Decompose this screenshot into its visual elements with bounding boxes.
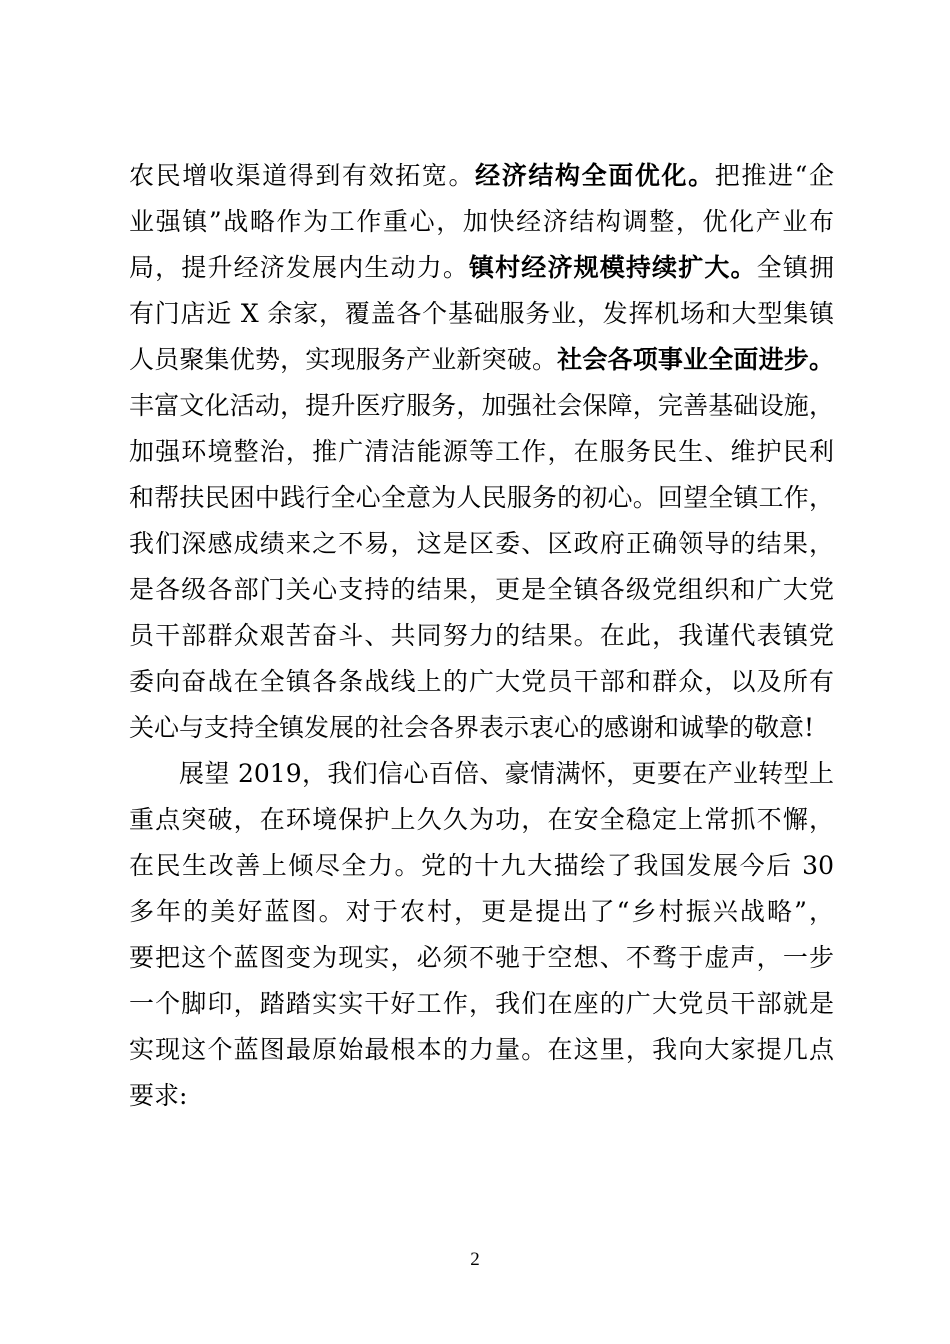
text-run: 局，提升经济发展内生动力。 xyxy=(129,253,469,282)
text-run: 和帮扶民困中践行全心全意为人民服务的初心。回望全镇工作， xyxy=(129,483,834,512)
text-run: 丰富文化活动，提升医疗服务，加强社会保障，完善基础设施， xyxy=(129,391,834,420)
text-line xyxy=(129,521,834,567)
text-line xyxy=(129,429,834,475)
text-line xyxy=(129,291,834,337)
text-line xyxy=(129,889,834,935)
bold-heading-text: 社会各项事业全面进步。 xyxy=(557,345,834,374)
text-line xyxy=(129,245,834,291)
text-line xyxy=(129,153,834,199)
text-run: 把推进“企 xyxy=(714,161,834,190)
page-number: 2 xyxy=(470,1249,480,1270)
text-run: 委向奋战在全镇各条战线上的广大党员干部和群众，以及所有 xyxy=(129,667,834,696)
text-run: 人员聚集优势，实现服务产业新突破。 xyxy=(129,345,558,374)
text-line xyxy=(129,935,834,981)
text-run: 在民生改善上倾尽全力。党的十九大描绘了我国发展今后 30 xyxy=(129,851,834,880)
text-run: 实现这个蓝图最原始最根本的力量。在这里，我向大家提几点 xyxy=(129,1035,834,1064)
text-line xyxy=(129,659,834,705)
text-run: 业强镇”战略作为工作重心，加快经济结构调整，优化产业布 xyxy=(129,207,834,236)
text-line xyxy=(129,383,834,429)
text-line xyxy=(129,797,834,843)
text-run: 要把这个蓝图变为现实，必须不驰于空想、不骛于虚声，一步 xyxy=(129,943,834,972)
text-line xyxy=(129,1027,834,1073)
text-line xyxy=(129,199,834,245)
text-line xyxy=(129,567,834,613)
text-run: 多年的美好蓝图。对于农村，更是提出了“乡村振兴战略”， xyxy=(129,897,834,926)
text-run: 展望 2019，我们信心百倍、豪情满怀，更要在产业转型上 xyxy=(179,759,834,788)
text-line xyxy=(129,475,834,521)
text-line xyxy=(129,843,834,889)
text-line xyxy=(129,337,834,383)
text-line xyxy=(129,981,834,1027)
text-run: 是各级各部门关心支持的结果，更是全镇各级党组织和广大党 xyxy=(129,575,834,604)
bold-heading-text: 镇村经济规模持续扩大。 xyxy=(468,253,757,282)
text-run: 加强环境整治，推广清洁能源等工作，在服务民生、维护民利 xyxy=(129,437,834,466)
bold-heading-text: 经济结构全面优化。 xyxy=(475,161,715,190)
text-run: 有门店近 X 余家，覆盖各个基础服务业，发挥机场和大型集镇 xyxy=(129,299,834,328)
text-line xyxy=(129,1073,834,1119)
text-run: 全镇拥 xyxy=(756,253,834,282)
text-line xyxy=(129,751,834,797)
text-run: 要求: xyxy=(129,1081,188,1110)
text-line xyxy=(129,705,834,751)
text-run: 员干部群众艰苦奋斗、共同努力的结果。在此，我谨代表镇党 xyxy=(129,621,834,650)
text-run: 农民增收渠道得到有效拓宽。 xyxy=(129,161,476,190)
body-text xyxy=(129,153,834,1119)
text-line xyxy=(129,613,834,659)
text-run: 重点突破，在环境保护上久久为功，在安全稳定上常抓不懈， xyxy=(129,805,834,834)
text-run: 一个脚印，踏踏实实干好工作，我们在座的广大党员干部就是 xyxy=(129,989,834,1018)
text-run: 关心与支持全镇发展的社会各界表示衷心的感谢和诚挚的敬意! xyxy=(129,713,815,742)
text-run: 我们深感成绩来之不易，这是区委、区政府正确领导的结果， xyxy=(129,529,834,558)
